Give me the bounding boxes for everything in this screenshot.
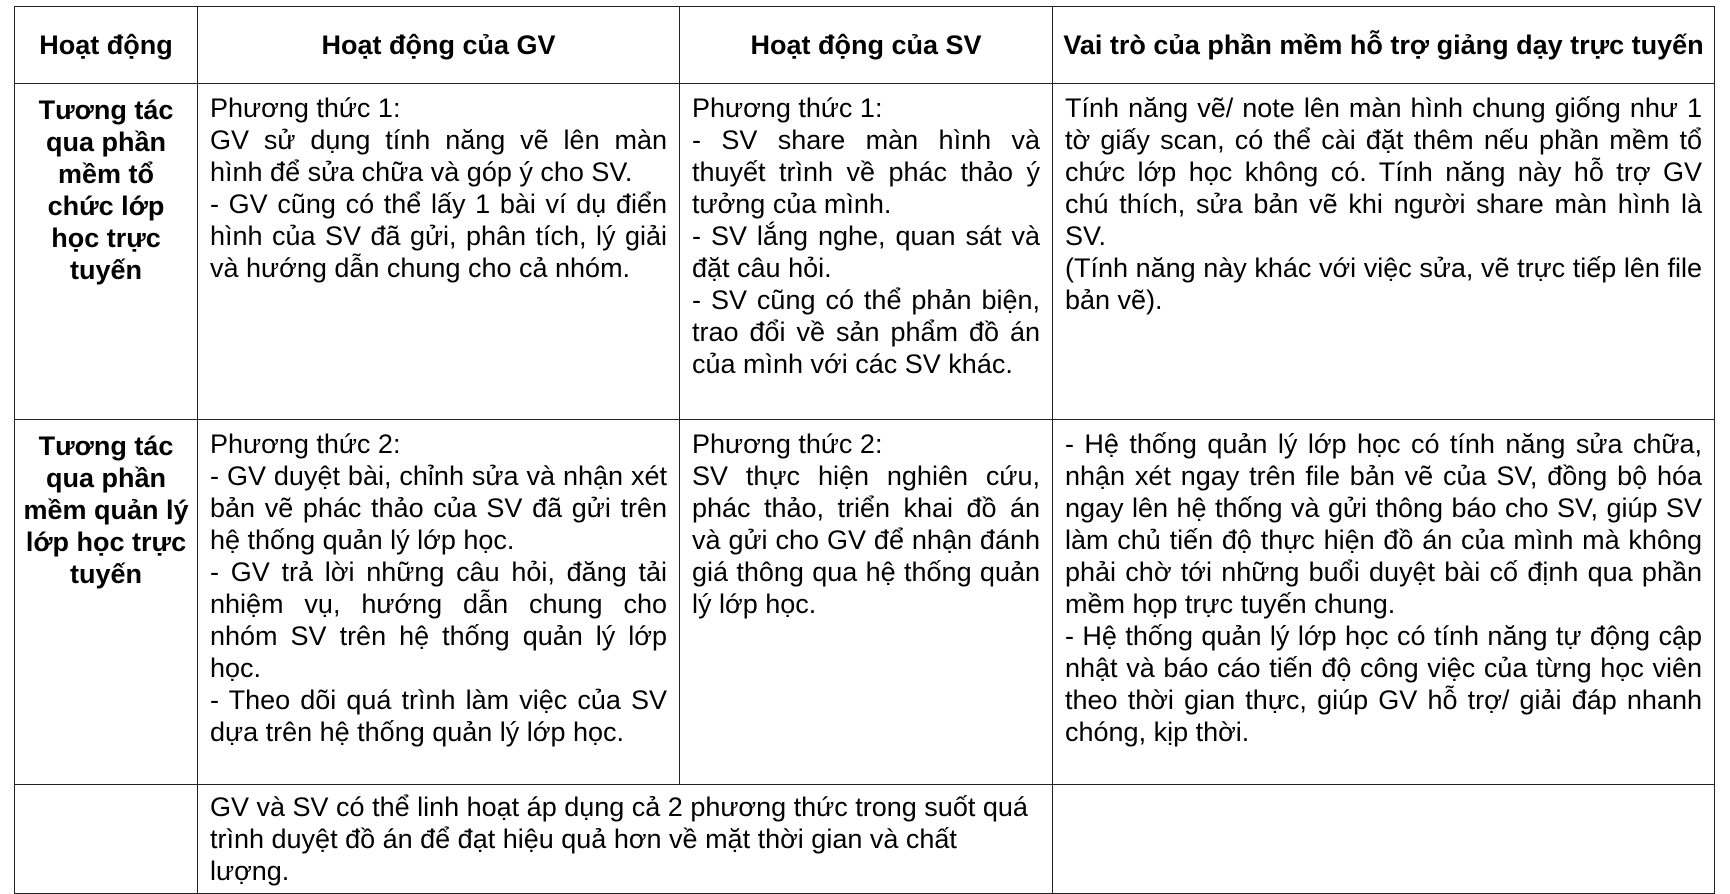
- gv-line: - Theo dõi quá trình làm việc của SV dựa trên hệ thống quản lý lớp học.: [210, 685, 667, 747]
- sv-line: - SV lắng nghe, quan sát và đặt câu hỏi.: [692, 221, 1040, 283]
- role-line: (Tính năng này khác với việc sửa, vẽ trực tiếp lên file bản vẽ).: [1065, 253, 1702, 315]
- footer-merged-cell: GV và SV có thể linh hoạt áp dụng cả 2 phương thức trong suốt quá trình duyệt đồ án để đạt hiệu quả hơn về mặt thời gian và chất lượng.: [198, 785, 1053, 894]
- gv-line: - GV duyệt bài, chỉnh sửa và nhận xét bản vẽ phác thảo của SV đã gửi trên hệ thống quản lý lớp học.: [210, 461, 667, 555]
- sv-cell: [680, 84, 1053, 420]
- role-cell: [1053, 84, 1715, 420]
- gv-line: - GV trả lời những câu hỏi, đăng tải nhiệm vụ, hướng dẫn chung cho nhóm SV trên hệ thống quản lý lớp học.: [210, 557, 667, 683]
- table-row: [15, 420, 1715, 785]
- gv-cell: [198, 420, 680, 785]
- header-sv-activity: Hoạt động của SV: [680, 7, 1053, 84]
- gv-line: GV sử dụng tính năng vẽ lên màn hình để sửa chữa và góp ý cho SV.: [210, 125, 667, 187]
- table-row: [15, 84, 1715, 420]
- sv-line: SV thực hiện nghiên cứu, phác thảo, triển khai đồ án và gửi cho GV để nhận đánh giá thông qua hệ thống quản lý lớp học.: [692, 461, 1040, 619]
- sv-cell: [680, 420, 1053, 785]
- footer-role-cell: [1053, 785, 1715, 894]
- method-label: Phương thức 1:: [210, 93, 401, 123]
- role-line: - Hệ thống quản lý lớp học có tính năng tự động cập nhật và báo cáo tiến độ công việc của từng học viên theo thời gian thực, giúp GV hỗ trợ/ giải đáp nhanh chóng, kịp thời.: [1065, 621, 1702, 747]
- activity-cell: Tương tác qua phần mềm quản lý lớp học trực tuyến: [15, 420, 198, 785]
- table-row: [15, 785, 1715, 894]
- gv-line: - GV cũng có thể lấy 1 bài ví dụ điển hình của SV đã gửi, phân tích, lý giải và hướng dẫn chung cho cả nhóm.: [210, 189, 667, 283]
- sv-line: - SV share màn hình và thuyết trình về phác thảo ý tưởng của mình.: [692, 125, 1040, 219]
- method-label: Phương thức 2:: [692, 429, 883, 459]
- gv-cell: [198, 84, 680, 420]
- role-line: - Hệ thống quản lý lớp học có tính năng sửa chữa, nhận xét ngay trên file bản vẽ của SV, đồng bộ hóa ngay lên hệ thống và gửi thông báo cho SV, giúp SV làm chủ tiến độ thực hiện đồ án của mình mà không phải chờ tới những buổi duyệt bài cố định qua phần mềm họp trực tuyến chung.: [1065, 429, 1702, 619]
- role-cell: [1053, 420, 1715, 785]
- method-label: Phương thức 1:: [692, 93, 883, 123]
- header-row: [15, 7, 1715, 84]
- header-software-role: Vai trò của phần mềm hỗ trợ giảng dạy trực tuyến: [1053, 7, 1715, 84]
- sv-line: - SV cũng có thể phản biện, trao đổi về sản phẩm đồ án của mình với các SV khác.: [692, 285, 1040, 379]
- header-gv-activity: Hoạt động của GV: [198, 7, 680, 84]
- activity-cell: Tương tác qua phần mềm tổ chức lớp học trực tuyến: [15, 84, 198, 420]
- method-label: Phương thức 2:: [210, 429, 401, 459]
- role-line: Tính năng vẽ/ note lên màn hình chung giống như 1 tờ giấy scan, có thể cài đặt thêm nếu phần mềm tổ chức lớp học không có. Tính năng này hỗ trợ GV chú thích, sửa bản vẽ khi người share màn hình là SV.: [1065, 93, 1702, 251]
- activity-table: [14, 6, 1715, 894]
- header-activity: Hoạt động: [15, 7, 198, 84]
- footer-activity-cell: [15, 785, 198, 894]
